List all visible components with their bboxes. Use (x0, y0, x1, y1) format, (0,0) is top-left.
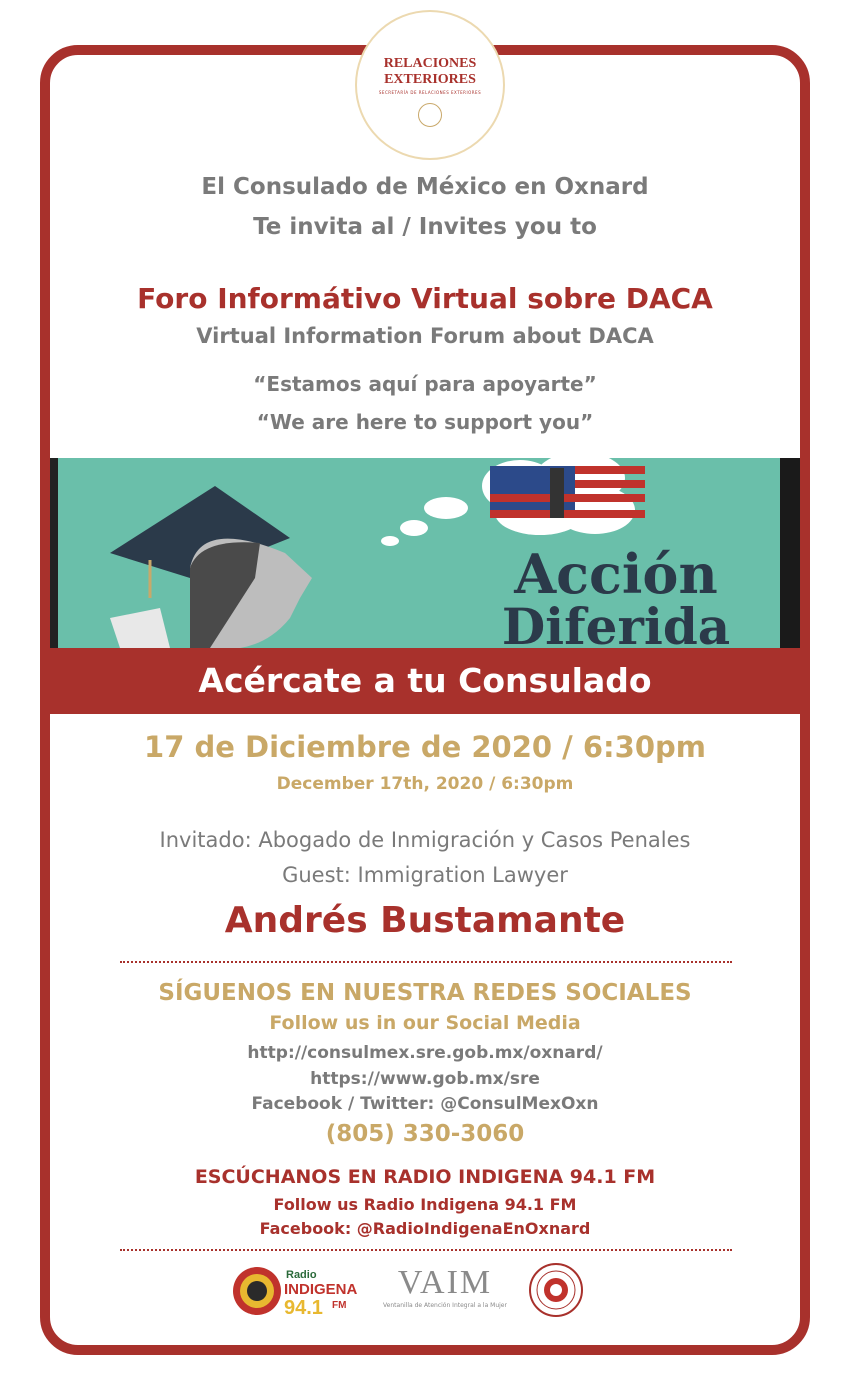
sre-seal-logo (355, 10, 505, 160)
date-es: 17 de Diciembre de 2020 / 6:30pm (144, 730, 706, 764)
flag-cloud-icon (482, 458, 645, 535)
header-line2: Te invita al / Invites you to (253, 214, 597, 240)
social-heading-es: SÍGUENOS EN NUESTRA REDES SOCIALES (158, 980, 692, 1006)
guest-role-es: Invitado: Abogado de Inmigración y Casos Penales (159, 828, 691, 852)
bar-association-seal-icon (528, 1262, 584, 1318)
seal-name-line2: EXTERIORES (384, 72, 476, 87)
radio-indigena-logo (232, 1264, 357, 1318)
radio-facebook: Facebook: @RadioIndigenaEnOxnard (259, 1219, 591, 1238)
radio-heading: ESCÚCHANOS EN RADIO INDIGENA 94.1 FM (194, 1166, 656, 1188)
graduate-illustration (50, 458, 800, 648)
daca-banner-image (50, 458, 800, 648)
guest-name: Andrés Bustamante (224, 900, 626, 941)
radio-logo-big: INDIGENA (284, 1281, 357, 1298)
banner-text-line2: Diferida (501, 597, 731, 648)
banner-text-line1: Acción (514, 542, 718, 606)
quote-en: “We are here to support you” (256, 410, 594, 434)
event-title-en: Virtual Information Forum about DACA (196, 324, 654, 348)
social-heading-en: Follow us in our Social Media (269, 1012, 581, 1034)
radio-logo-fm: FM (332, 1300, 347, 1311)
header-line1: El Consulado de México en Oxnard (201, 174, 649, 200)
eagle-emblem-icon (418, 103, 442, 127)
radio-logo-freq: 94.1 (284, 1297, 323, 1318)
divider-bottom (120, 1249, 732, 1251)
phone-number: (805) 330-3060 (325, 1121, 525, 1147)
consulate-url-link[interactable]: http://consulmex.sre.gob.mx/oxnard/ (247, 1043, 603, 1063)
seal-name-line1: RELACIONES (383, 56, 477, 71)
radio-logo-small: Radio (286, 1269, 317, 1281)
divider-top (120, 961, 732, 963)
sre-url-link[interactable]: https://www.gob.mx/sre (310, 1069, 540, 1089)
social-handles: Facebook / Twitter: @ConsulMexOxn (251, 1094, 599, 1114)
date-en: December 17th, 2020 / 6:30pm (276, 774, 574, 794)
quote-es: “Estamos aquí para apoyarte” (253, 372, 597, 396)
vaim-wordmark: VAIM (397, 1264, 493, 1301)
guest-role-en: Guest: Immigration Lawyer (282, 863, 568, 887)
cta-band: Acércate a tu Consulado (40, 648, 810, 714)
seal-name (357, 56, 503, 88)
seal-subtitle: SECRETARÍA DE RELACIONES EXTERIORES (378, 90, 482, 95)
radio-follow: Follow us Radio Indigena 94.1 FM (273, 1195, 577, 1214)
event-title-es: Foro Informátivo Virtual sobre DACA (137, 282, 713, 315)
vaim-logo (380, 1264, 510, 1318)
vaim-subtitle: Ventanilla de Atención Integral a la Mujer (383, 1302, 507, 1309)
